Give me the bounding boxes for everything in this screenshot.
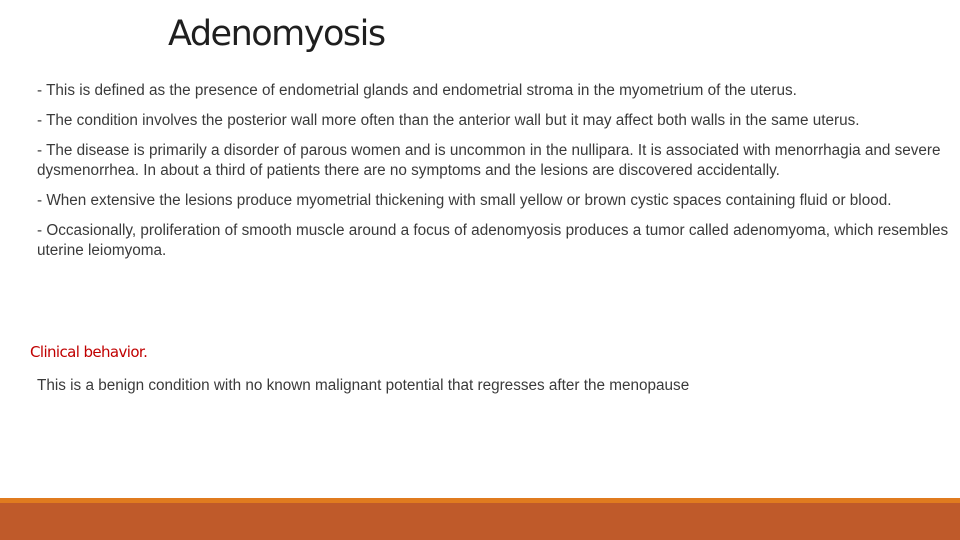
body-paragraph-2: - The condition involves the posterior wall more often than the anterior wall but it may affect both walls in the same uterus.: [37, 112, 860, 129]
section-subheading: Clinical behavior.: [30, 343, 148, 361]
body-paragraph-5: - Occasionally, proliferation of smooth muscle around a focus of adenomyosis produces a tumor called adenomyoma, which resembles uterine leiomyoma.: [37, 222, 949, 259]
body-paragraph-4: - When extensive the lesions produce myometrial thickening with small yellow or brown cystic spaces containing fluid or blood.: [37, 192, 892, 209]
closing-paragraph: This is a benign condition with no known malignant potential that regresses after the menopause: [37, 377, 690, 394]
body-paragraph-1: - This is defined as the presence of endometrial glands and endometrial stroma in the myometrium of the uterus.: [37, 82, 797, 99]
slide-title: Adenomyosis: [168, 14, 385, 54]
footer-bar: [0, 503, 960, 540]
body-paragraph-3: - The disease is primarily a disorder of parous women and is uncommon in the nullipara. It is associated with menorrhagia and severe dysmenorrhea. In about a third of patients there are no symptoms and the lesions are discovered accidentally.: [37, 142, 941, 179]
slide-body: [37, 81, 949, 271]
